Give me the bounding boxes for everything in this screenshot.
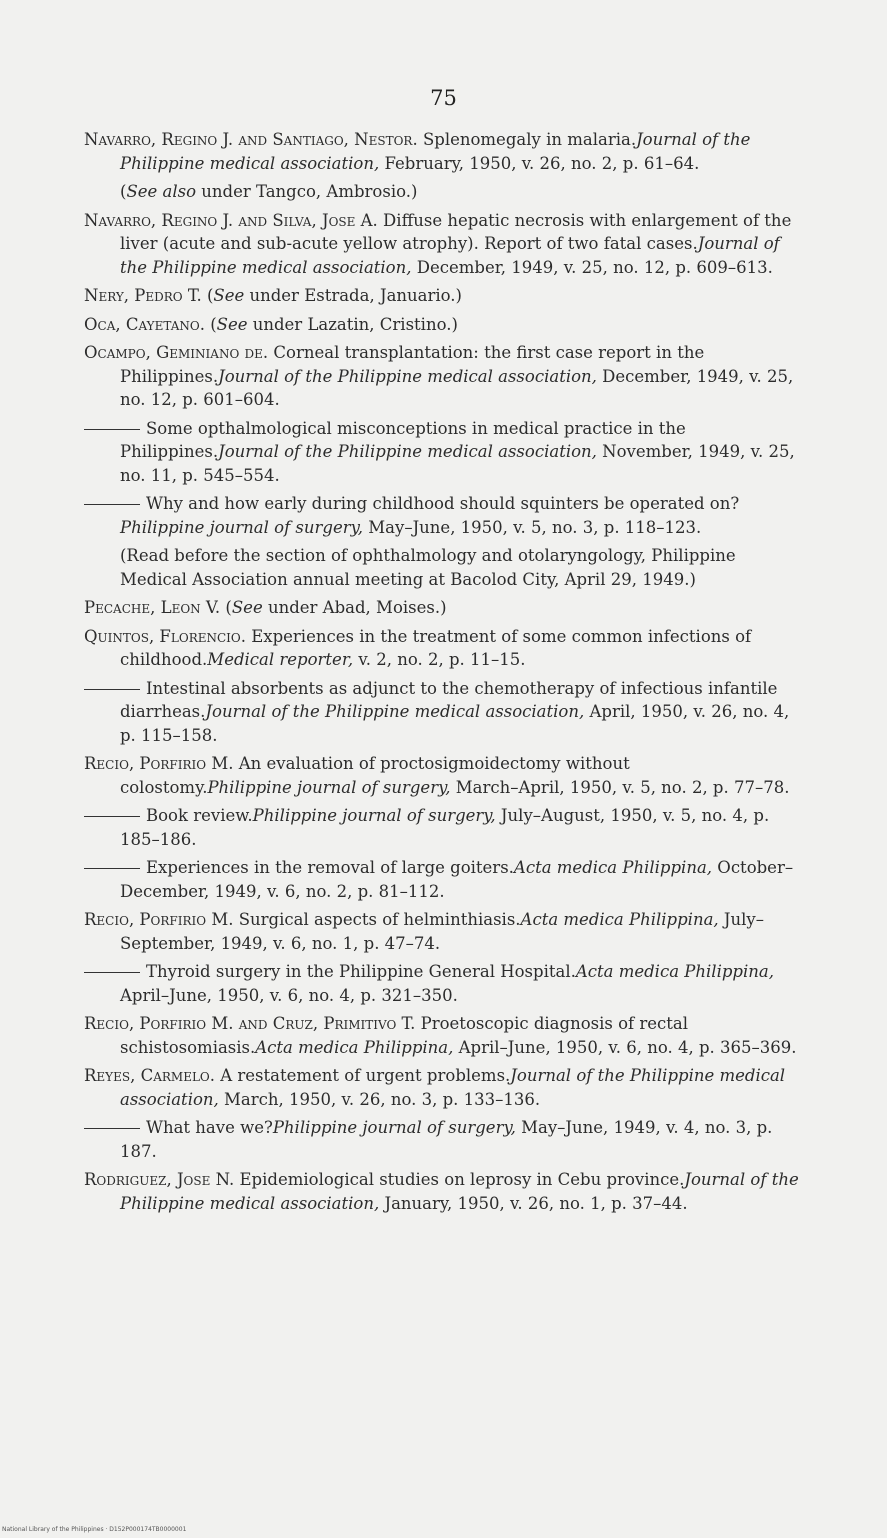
entry-citation: January, 1950, v. 26, no. 1, p. 37–44. xyxy=(379,1193,688,1213)
bibliography-entry xyxy=(84,677,804,748)
entry-citation: v. 2, no. 2, p. 11–15. xyxy=(353,650,526,669)
entry-author: Recio, Porfirio M. xyxy=(84,754,234,773)
entry-journal: See xyxy=(231,598,263,617)
bibliography-entry xyxy=(84,596,804,620)
entry-citation: under Estrada, Januario.) xyxy=(244,286,462,305)
entry-journal: Acta medica Philippina, xyxy=(520,910,719,929)
entry-author: Quintos, Florencio. xyxy=(84,626,246,646)
entry-citation: July–September, 1949, v. 6, no. 1, p. 47–74. xyxy=(120,910,765,953)
page-number: 75 xyxy=(430,86,457,110)
entry-journal: Acta medica Philippina, xyxy=(575,962,774,981)
entry-author: Nery, Pedro T. xyxy=(84,286,202,305)
entry-title: Book review. xyxy=(146,806,253,825)
bibliography-entry xyxy=(84,417,804,488)
ditto-dash xyxy=(84,689,140,690)
bibliography-list xyxy=(84,128,804,1220)
entry-journal: Philippine journal of surgery, xyxy=(120,517,364,537)
entry-journal: Journal of the Philippine medical association, xyxy=(120,1066,786,1109)
entry-journal: Journal of the Philippine medical association, xyxy=(120,130,751,173)
entry-citation: April–June, 1950, v. 6, no. 4, p. 365–369. xyxy=(453,1037,797,1057)
entry-author: Oca, Cayetano. xyxy=(84,314,205,334)
entry-title: Proetoscopic diagnosis of rectal schistosomiasis. xyxy=(120,1014,689,1057)
ditto-dash xyxy=(84,816,140,817)
entry-author: Recio, Porfirio M. xyxy=(84,910,234,929)
entry-author: Pecache, Leon V. xyxy=(84,598,221,617)
entry-note xyxy=(84,544,804,591)
entry-title: Experiences in the treatment of some common infections of childhood. xyxy=(120,626,752,669)
bibliography-entry xyxy=(84,804,804,851)
entry-citation: November, 1949, v. 25, no. 11, p. 545–554. xyxy=(120,442,795,485)
entry-title: Some opthalmological misconceptions in medical practice in the Philippines. xyxy=(120,418,686,461)
bibliography-entry xyxy=(84,752,804,799)
entry-citation: December, 1949, v. 25, no. 12, p. 601–604. xyxy=(120,366,794,409)
entry-title: Corneal transplantation: the first case report in the Philippines. xyxy=(120,343,705,386)
bibliography-entry xyxy=(84,284,804,308)
bibliography-entry xyxy=(84,209,804,280)
entry-author: Navarro, Regino J. and Santiago, Nestor. xyxy=(84,130,418,149)
entry-citation: May–June, 1950, v. 5, no. 3, p. 118–123. xyxy=(363,517,702,537)
bibliography-entry xyxy=(84,856,804,903)
entry-journal: Medical reporter, xyxy=(207,650,354,669)
entry-title: ( xyxy=(201,286,214,305)
bibliography-entry xyxy=(84,128,804,175)
entry-title: ( xyxy=(220,598,232,617)
entry-citation: October–December, 1949, v. 6, no. 2, p. 81–112. xyxy=(120,858,794,901)
entry-journal: See also xyxy=(126,182,197,201)
entry-journal: See xyxy=(213,286,245,305)
entry-author: Rodriguez, Jose N. xyxy=(84,1170,235,1189)
bibliography-entry xyxy=(84,625,804,672)
entry-journal: Philippine journal of surgery, xyxy=(207,777,451,797)
entry-journal: Journal of the Philippine medical association, xyxy=(218,366,597,386)
bibliography-entry xyxy=(84,960,804,1007)
entry-journal: Acta medica Philippina, xyxy=(255,1037,454,1057)
entry-title: ( xyxy=(204,314,217,334)
bibliography-entry xyxy=(84,341,804,412)
entry-citation: under Abad, Moises.) xyxy=(262,598,447,617)
entry-citation: March–April, 1950, v. 5, no. 2, p. 77–78. xyxy=(450,777,790,797)
entry-journal: Acta medica Philippina, xyxy=(513,858,713,877)
entry-title: A restatement of urgent problems. xyxy=(215,1066,511,1085)
entry-title: Experiences in the removal of large goiters. xyxy=(146,858,514,877)
entry-journal: Journal of the Philippine medical association, xyxy=(218,442,597,461)
entry-title: Intestinal absorbents as adjunct to the chemotherapy of infectious infantile diarrheas. xyxy=(120,678,778,721)
entry-note xyxy=(84,180,804,204)
entry-citation: April–June, 1950, v. 6, no. 4, p. 321–350. xyxy=(120,985,458,1005)
entry-citation: under Lazatin, Cristino.) xyxy=(247,314,458,334)
entry-title: Splenomegaly in malaria. xyxy=(417,130,637,149)
entry-title: An evaluation of proctosigmoidectomy without colostomy. xyxy=(120,754,630,797)
bibliography-entry xyxy=(84,1012,804,1059)
ditto-dash xyxy=(84,429,140,430)
entry-title: What have we? xyxy=(146,1118,273,1137)
bibliography-entry xyxy=(84,1116,804,1163)
entry-journal: See xyxy=(216,314,248,334)
entry-title: Diffuse hepatic necrosis with enlargement of the liver (acute and sub-acute yellow atrophy). Report of two fatal cases. xyxy=(120,210,792,253)
bibliography-entry xyxy=(84,908,804,955)
ditto-dash xyxy=(84,1128,140,1129)
ditto-dash xyxy=(84,504,140,505)
entry-journal: Journal of the Philippine medical association, xyxy=(120,1170,799,1213)
entry-title: Why and how early during childhood should squinters be operated on? xyxy=(146,494,740,513)
entry-title: ( xyxy=(120,182,127,201)
entry-journal: Journal of the Philippine medical association, xyxy=(120,234,780,277)
entry-journal: Philippine journal of surgery, xyxy=(272,1118,516,1137)
ditto-dash xyxy=(84,972,140,973)
entry-title: (Read before the section of ophthalmology and otolaryngology, Philippine Medical Association annual meeting at Bacolod City, April 29, 1949.) xyxy=(120,546,736,589)
entry-journal: Journal of the Philippine medical association, xyxy=(205,702,585,721)
bibliography-entry xyxy=(84,1064,804,1111)
entry-citation: under Tangco, Ambrosio.) xyxy=(196,182,418,201)
bibliography-entry xyxy=(84,1168,804,1215)
entry-title: Epidemiological studies on leprosy in Cebu province. xyxy=(234,1170,685,1189)
entry-journal: Philippine journal of surgery, xyxy=(252,806,496,825)
entry-citation: April, 1950, v. 26, no. 4, p. 115–158. xyxy=(120,702,790,745)
entry-citation: May–June, 1949, v. 4, no. 3, p. 187. xyxy=(120,1118,773,1161)
entry-author: Recio, Porfirio M. and Cruz, Primitivo T. xyxy=(84,1014,416,1033)
entry-author: Navarro, Regino J. and Silva, Jose A. xyxy=(84,210,378,230)
bibliography-entry xyxy=(84,313,804,337)
entry-citation: February, 1950, v. 26, no. 2, p. 61–64. xyxy=(379,153,700,173)
entry-citation: July–August, 1950, v. 5, no. 4, p. 185–186. xyxy=(120,806,770,849)
entry-title: Surgical aspects of helminthiasis. xyxy=(233,910,521,929)
entry-citation: March, 1950, v. 26, no. 3, p. 133–136. xyxy=(218,1089,541,1109)
entry-author: Ocampo, Geminiano de. xyxy=(84,343,269,362)
ditto-dash xyxy=(84,868,140,869)
bibliography-entry xyxy=(84,492,804,539)
entry-author: Reyes, Carmelo. xyxy=(84,1066,215,1085)
entry-title: Thyroid surgery in the Philippine General Hospital. xyxy=(146,962,576,981)
entry-citation: December, 1949, v. 25, no. 12, p. 609–613. xyxy=(411,257,773,277)
scan-footer: National Library of the Philippines · D152P000174TB0000001 xyxy=(2,1526,187,1533)
